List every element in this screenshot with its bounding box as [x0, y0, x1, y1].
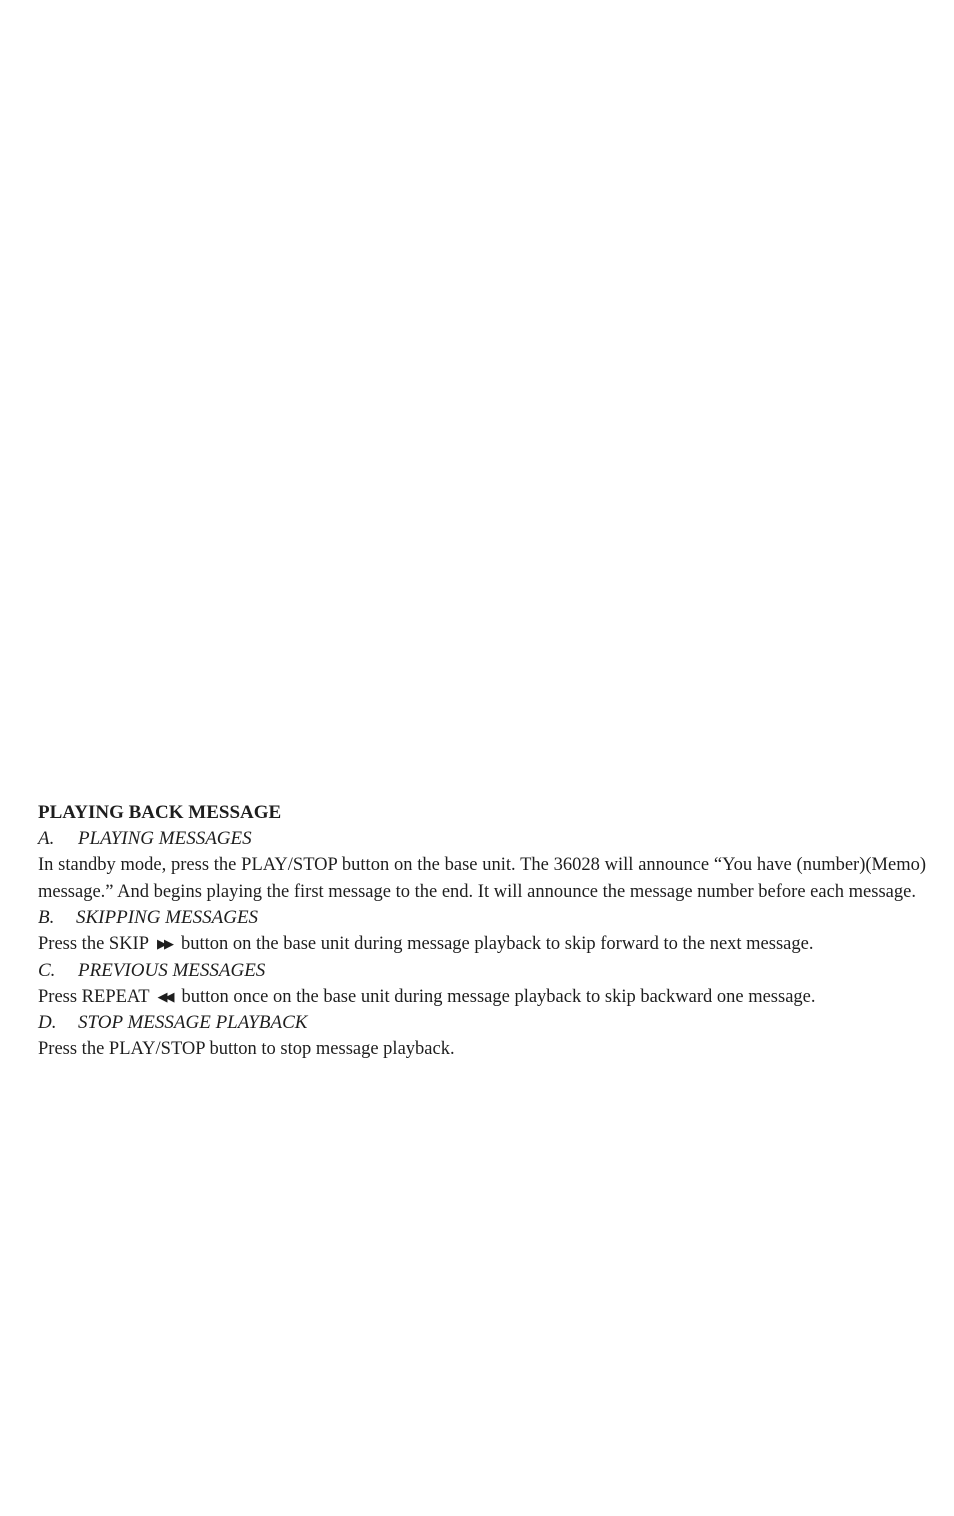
subheading-text: STOP MESSAGE PLAYBACK: [78, 1012, 308, 1033]
fast-forward-icon: ▶▶: [157, 936, 172, 951]
section-title: PLAYING BACK MESSAGE: [38, 802, 282, 823]
paragraph-text-after: button once on the base unit during message playback to skip backward one message.: [181, 986, 816, 1007]
manual-page: [38, 800, 926, 1063]
subheading-text: SKIPPING MESSAGES: [76, 907, 259, 928]
paragraph-skipping-messages: [38, 931, 926, 958]
subheading-text: PLAYING MESSAGES: [78, 828, 252, 849]
paragraph-text-before: Press REPEAT: [38, 986, 150, 1007]
paragraph-stop-message-playback: Press the PLAY/STOP button to stop message playback.: [38, 1039, 455, 1059]
subheading-letter: D.: [38, 1012, 57, 1033]
subheading-playing-messages: [38, 826, 926, 852]
subheading-previous-messages: [38, 958, 926, 984]
subheading-letter: C.: [38, 959, 56, 981]
paragraph-previous-messages: [38, 984, 926, 1011]
rewind-icon: ◀◀: [157, 988, 172, 1004]
subheading-skipping-messages: [38, 905, 926, 931]
subheading-letter: A.: [38, 828, 55, 849]
paragraph-text-before: Press the SKIP: [38, 934, 150, 954]
paragraph-playing-messages: In standby mode, press the PLAY/STOP button on the base unit. The 36028 will announce “You have (number)(Memo) message.” And begins playing the first message to the end. It will announce the message number before each message.: [38, 855, 926, 902]
subheading-letter: B.: [38, 907, 55, 928]
subheading-text: PREVIOUS MESSAGES: [78, 959, 266, 981]
paragraph-text-after: button on the base unit during message playback to skip forward to the next message.: [181, 934, 814, 954]
subheading-stop-message-playback: [38, 1010, 926, 1036]
